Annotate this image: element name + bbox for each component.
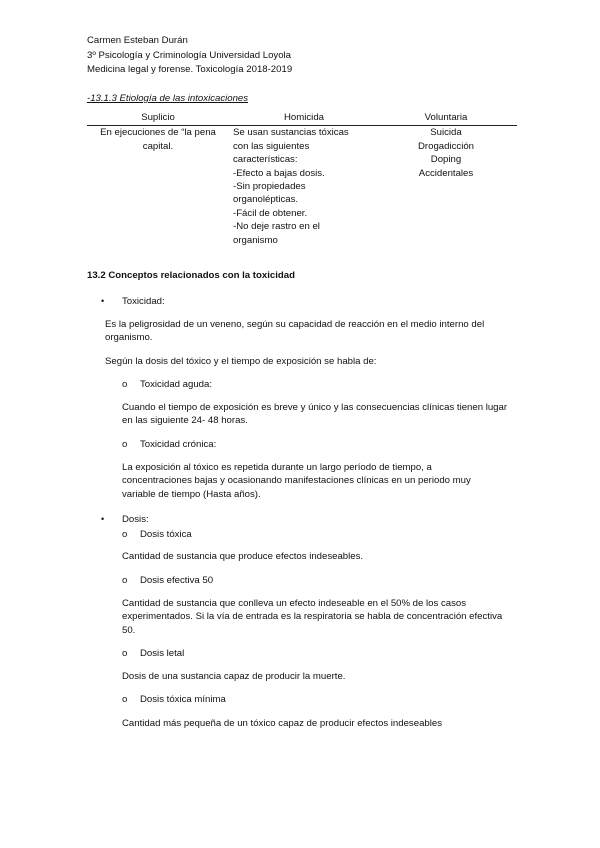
dosis-efectiva-label: Dosis efectiva 50: [140, 575, 214, 586]
dosis-letal-text: Dosis de una sustancia capaz de producir la muerte.: [122, 671, 346, 682]
toxicidad-cronica-text: [122, 461, 515, 501]
sub-bullet-icon: o: [122, 694, 128, 705]
toxicidad-cronica-label: Toxicidad crónica:: [140, 439, 217, 450]
concepts-heading: 13.2 Conceptos relacionados con la toxicidad: [87, 270, 295, 281]
sub-bullet-icon: o: [122, 575, 128, 586]
dosis-toxica-text: Cantidad de sustancia que produce efectos indeseables.: [122, 551, 364, 562]
table-cell-line: Accidentales: [418, 167, 474, 179]
dosis-letal-label: Dosis letal: [140, 648, 185, 659]
table-cell-line: Doping: [430, 154, 462, 166]
paragraph-line: concentraciones bajas y ocasionando manifestaciones clínicas en un periodo muy: [122, 475, 471, 487]
bullet-icon: •: [101, 296, 105, 306]
dosis-minima-text: Cantidad más pequeña de un tóxico capaz de producir efectos indeseables: [122, 718, 443, 729]
dosis-toxica-label: Dosis tóxica: [140, 529, 192, 540]
paragraph-line: organismo.: [105, 332, 153, 344]
paragraph-line: La exposición al tóxico es repetida durante un largo período de tiempo, a: [122, 462, 432, 473]
table-cell-line: capital.: [142, 140, 174, 152]
dosis-efectiva-text: [122, 597, 515, 637]
table-cell-line: organolépticas.: [233, 194, 299, 206]
table-cell-line: -Efecto a bajas dosis.: [233, 167, 325, 179]
suplicio-cell: [87, 126, 229, 247]
table-cell-line: -Fácil de obtener.: [233, 207, 308, 219]
sub-bullet-icon: o: [122, 379, 128, 390]
sub-bullet-icon: o: [122, 439, 128, 450]
sub-bullet-icon: o: [122, 529, 128, 540]
table-header-homicida: Homicida: [229, 111, 375, 126]
paragraph-line: Cuando el tiempo de exposición es breve y único y las consecuencias clínicas tienen lugar: [122, 402, 508, 413]
paragraph-line: 50.: [122, 624, 136, 636]
paragraph-line: variable de tiempo (Hasta años).: [122, 488, 261, 500]
author-name: Carmen Esteban Durán: [87, 35, 188, 46]
table-header-voluntaria: Voluntaria: [375, 111, 517, 126]
document-header: [87, 34, 292, 78]
table-header-row: [87, 111, 517, 126]
voluntaria-cell: [375, 126, 517, 247]
table-cell-line: -Sin propiedades: [233, 181, 306, 193]
table-cell-line: Suicida: [430, 127, 462, 139]
subject-name: Medicina legal y forense. Toxicología 2018-2019: [87, 64, 293, 75]
sub-bullet-icon: o: [122, 648, 128, 659]
table-cell-line: Se usan sustancias tóxicas: [233, 127, 349, 139]
toxicidad-label: Toxicidad:: [122, 296, 165, 307]
etiology-table: [87, 111, 517, 247]
paragraph-line: Es la peligrosidad de un veneno, según su capacidad de reacción en el medio interno del: [105, 319, 485, 330]
homicida-cell: [229, 126, 375, 247]
bullet-icon: •: [101, 514, 105, 524]
table-cell-line: características:: [233, 154, 298, 166]
table-header-suplicio: Suplicio: [87, 111, 229, 126]
table-row: [87, 126, 517, 247]
table-cell-line: con las siguientes: [233, 140, 310, 152]
toxicidad-aguda-label: Toxicidad aguda:: [140, 379, 213, 390]
toxicidad-aguda-text: [122, 401, 515, 428]
toxicidad-definition: [105, 318, 515, 345]
toxicidad-intro: Según la dosis del tóxico y el tiempo de exposición se habla de:: [105, 356, 377, 367]
dosis-label: Dosis:: [122, 514, 149, 525]
dosis-minima-label: Dosis tóxica mínima: [140, 694, 226, 705]
course-name: 3º Psicología y Criminología Universidad Loyola: [87, 49, 292, 61]
table-cell-line: Drogadicción: [418, 140, 474, 152]
section-title: -13.1.3 Etiología de las intoxicaciones: [87, 93, 249, 104]
table-cell-line: -No deje rastro en el: [233, 221, 320, 233]
paragraph-line: experimentados. Si la vía de entrada es la respiratoria se habla de concentración efectiva: [122, 611, 503, 623]
table-cell-line: En ejecuciones de “la pena: [100, 127, 216, 139]
paragraph-line: en las siguiente 24- 48 horas.: [122, 415, 248, 427]
paragraph-line: Cantidad de sustancia que conlleva un efecto indeseable en el 50% de los casos: [122, 598, 467, 609]
table-cell-line: organismo: [233, 234, 278, 246]
